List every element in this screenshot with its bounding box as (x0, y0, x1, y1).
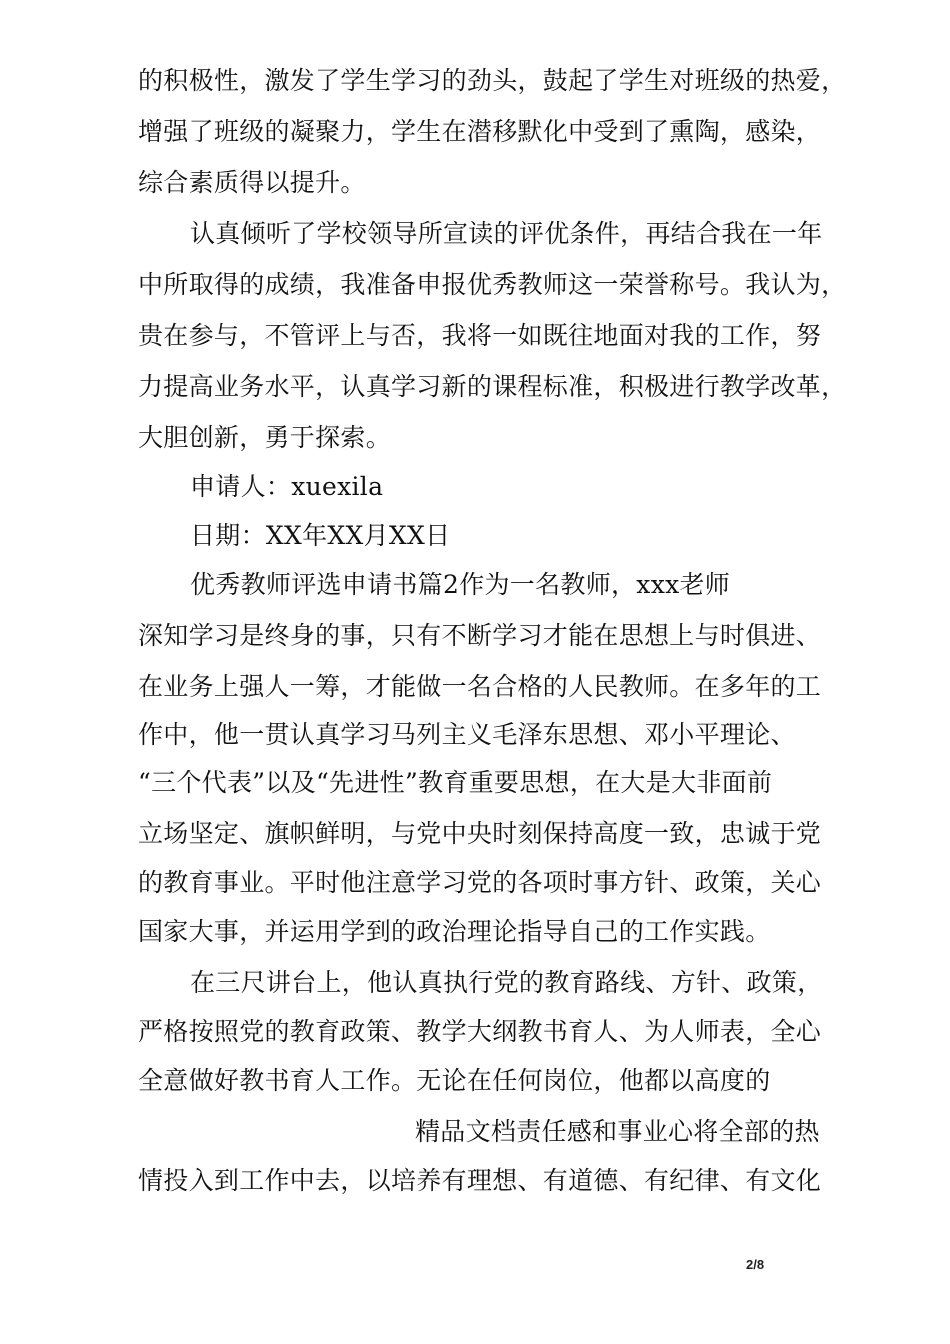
text-line-15: “三个代表”以及“先进性”教育重要思想，在大是大非面前 (138, 768, 773, 797)
text-line-6: 贵在参与，不管评上与否，我将一如既往地面对我的工作，努 (138, 321, 822, 350)
section-title-line: 优秀教师评选申请书篇2作为一名教师，xxx老师 (190, 570, 731, 599)
text-line-21: 全意做好教书育人工作。无论在任何岗位，他都以高度的 (138, 1066, 771, 1095)
text-line-3: 综合素质得以提升。 (138, 168, 366, 197)
text-line-16: 立场坚定、旗帜鲜明，与党中央时刻保持高度一致，忠诚于党 (138, 819, 822, 848)
text-line-2: 增强了班级的凝聚力，学生在潜移默化中受到了熏陶，感染， (138, 117, 822, 146)
text-line-4: 认真倾听了学校领导所宣读的评优条件，再结合我在一年 (190, 219, 823, 248)
text-line-19: 在三尺讲台上，他认真执行党的教育路线、方针、政策， (190, 968, 823, 997)
text-line-17: 的教育事业。平时他注意学习党的各项时事方针、政策，关心 (138, 868, 822, 897)
text-line-14: 作中，他一贯认真学习马列主义毛泽东思想、邓小平理论、 (138, 720, 796, 749)
text-line-5: 中所取得的成绩，我准备申报优秀教师这一荣誉称号。我认为， (138, 270, 847, 299)
text-line-23: 情投入到工作中去，以培养有理想、有道德、有纪律、有文化 (138, 1166, 822, 1195)
text-line-7: 力提高业务水平，认真学习新的课程标准，积极进行教学改革， (138, 372, 847, 401)
page-number: 2/8 (746, 1257, 765, 1272)
text-line-1: 的积极性，激发了学生学习的劲头，鼓起了学生对班级的热爱， (138, 66, 847, 95)
text-line-18: 国家大事，并运用学到的政治理论指导自己的工作实践。 (138, 917, 771, 946)
date-line: 日期：XX年XX月XX日 (190, 521, 451, 550)
text-line-20: 严格按照党的教育政策、教学大纲教书育人、为人师表，全心 (138, 1017, 822, 1046)
text-line-12: 深知学习是终身的事，只有不断学习才能在思想上与时俱进、 (138, 621, 822, 650)
text-line-13: 在业务上强人一筹，才能做一名合格的人民教师。在多年的工 (138, 672, 822, 701)
applicant-line: 申请人：xuexila (190, 472, 384, 501)
text-line-8: 大胆创新，勇于探索。 (138, 423, 392, 452)
text-line-22: 精品文档责任感和事业心将全部的热 (415, 1117, 820, 1146)
